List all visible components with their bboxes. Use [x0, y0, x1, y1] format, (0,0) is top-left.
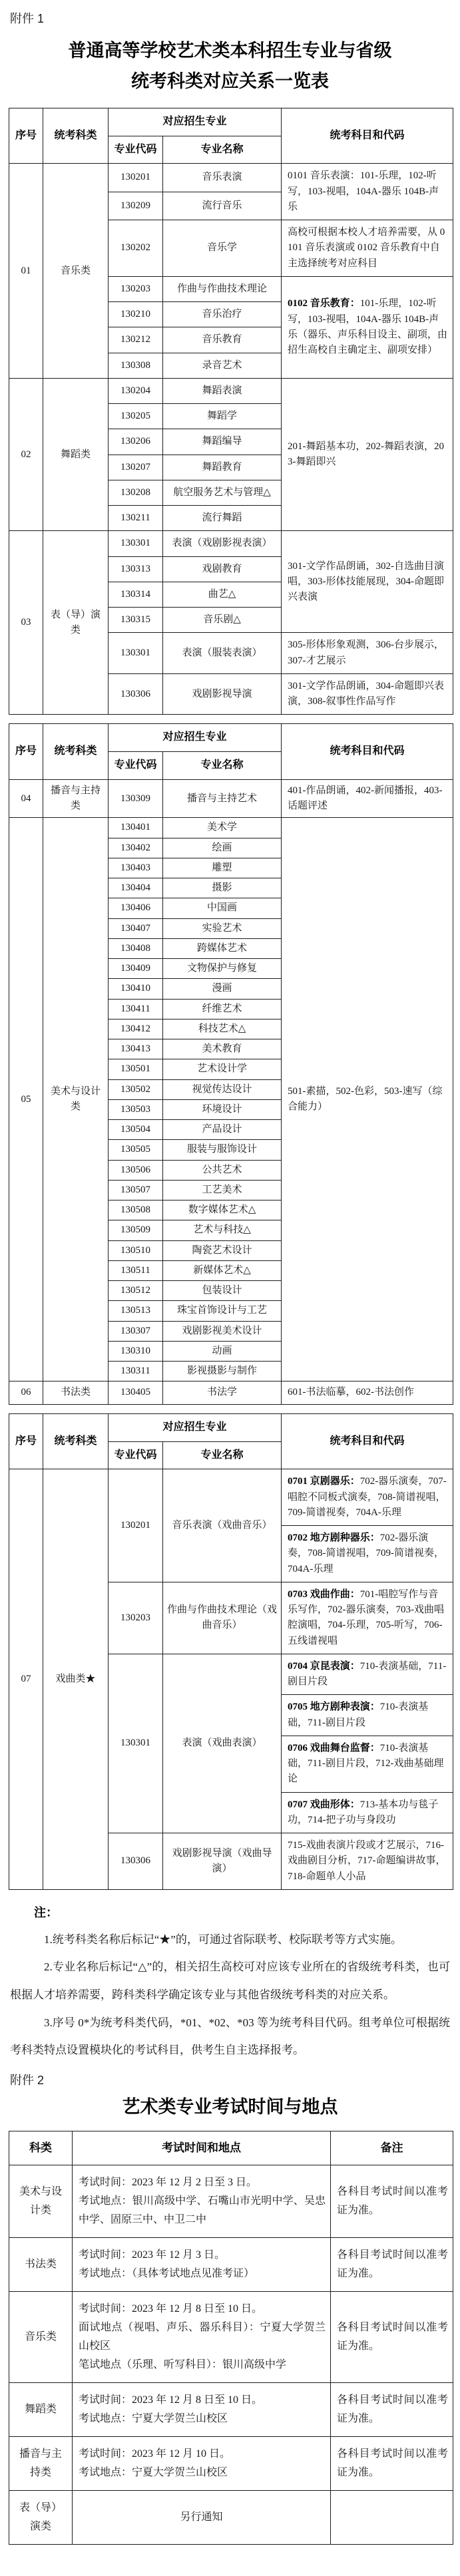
cell: 130211	[109, 506, 163, 531]
cell: 动画	[163, 1341, 282, 1361]
header-cell: 序号	[9, 108, 43, 164]
header-cell: 专业代码	[109, 1441, 163, 1469]
notes-title: 注：	[34, 1905, 58, 1919]
header-cell: 专业代码	[109, 752, 163, 780]
cell: 另行通知	[73, 2490, 331, 2544]
cell: 07	[9, 1469, 43, 1890]
cell: 130301	[109, 633, 163, 674]
cell: 130308	[109, 353, 163, 378]
table-row	[9, 108, 453, 136]
note-2: 2.专业名称后标记“△”的，相关招生高校可对应该专业所在的省级统考科类，也可根据人才培养需要，跨科类科学确定该专业与其他省级统考科类的对应关系。	[10, 1960, 450, 2001]
header-cell: 对应招生专业	[109, 1413, 282, 1441]
table-row	[9, 2131, 453, 2165]
cell: 戏剧影视导演（戏曲导演）	[163, 1833, 282, 1890]
note-1: 1.统考科类名称后标记“★”的，可通过省际联考、校际联考等方式实施。	[44, 1932, 402, 1946]
cell-line: 考试时间：2023 年 12 月 2 日至 3 日。	[79, 2176, 258, 2188]
cell: 纤维艺术	[163, 999, 282, 1019]
cell: 130206	[109, 429, 163, 455]
cell: 舞蹈类	[43, 378, 109, 531]
cell: 130301	[109, 1654, 163, 1833]
cell: 02	[9, 378, 43, 531]
cell: 0102 音乐教育：101-乐理，102-听写，103-视唱，104A-器乐 104B-声乐（器乐、声乐科目设主、副项，由招生高校自主确定主、副项安排）	[282, 276, 453, 378]
header-cell: 序号	[9, 724, 43, 780]
exam-code-prefix: 0705 地方剧种表演：	[288, 1702, 380, 1713]
exam-code-prefix: 0102 音乐教育：	[288, 298, 360, 309]
exam-code-prefix: 0702 地方剧种器乐：	[288, 1533, 380, 1544]
exam-mapping-table-part-2	[9, 723, 453, 1404]
cell: 作曲与作曲技术理论（戏曲音乐）	[163, 1582, 282, 1654]
cell: 视觉传达设计	[163, 1079, 282, 1099]
cell: 130201	[109, 164, 163, 192]
page-title-line2: 统考科类对应关系一览表	[131, 71, 329, 91]
cell: 舞蹈表演	[163, 378, 282, 403]
table-row	[9, 1413, 453, 1441]
header-cell: 统考科类	[43, 1413, 109, 1469]
cell: 音乐表演	[163, 164, 282, 192]
cell: 130509	[109, 1220, 163, 1240]
cell: 流行音乐	[163, 192, 282, 220]
cell-line: 面试地点（视唱、声乐、器乐科目）：宁夏大学贺兰山校区	[79, 2321, 326, 2352]
table-row	[9, 531, 453, 556]
cell: 各科目考试时间以准考证为准。	[331, 2436, 453, 2490]
cell: 各科目考试时间以准考证为准。	[331, 2382, 453, 2436]
header-cell: 备注	[331, 2131, 453, 2165]
cell	[73, 2291, 331, 2382]
cell: 501-素描，502-色彩，503-速写（综合能力）	[282, 818, 453, 1381]
cell: 130504	[109, 1120, 163, 1140]
cell: 各科目考试时间以准考证为准。	[331, 2237, 453, 2291]
table-row	[9, 2436, 453, 2490]
cell: 130201	[109, 1469, 163, 1582]
cell	[73, 2237, 331, 2291]
cell: 音乐类	[9, 2291, 73, 2382]
cell: 130501	[109, 1059, 163, 1079]
cell: 601-书法临摹，602-书法创作	[282, 1381, 453, 1404]
table-row	[9, 724, 453, 752]
cell: 陶瓷艺术设计	[163, 1240, 282, 1260]
table-row	[9, 2382, 453, 2436]
cell: 305-形体形象观测，306-台步展示，307-才艺展示	[282, 633, 453, 674]
cell: 各科目考试时间以准考证为准。	[331, 2291, 453, 2382]
table-row	[9, 164, 453, 192]
cell: 航空服务艺术与管理△	[163, 480, 282, 505]
cell: 130306	[109, 673, 163, 715]
table-row	[9, 1381, 453, 1404]
cell: 130502	[109, 1079, 163, 1099]
cell: 130311	[109, 1362, 163, 1381]
cell: 130413	[109, 1039, 163, 1059]
cell: 录音艺术	[163, 353, 282, 378]
cell: 戏曲类★	[43, 1469, 109, 1890]
cell-line: 考试时间：2023 年 12 月 8 日至 10 日。	[79, 2394, 263, 2406]
cell: 130510	[109, 1240, 163, 1260]
cell: 130209	[109, 192, 163, 220]
cell: 播音与主持类	[43, 779, 109, 818]
cell-line: 考试地点：宁夏大学贺兰山校区	[79, 2412, 228, 2424]
header-cell: 对应招生专业	[109, 108, 282, 136]
cell: 130306	[109, 1833, 163, 1890]
exam-code-prefix: 0701 京剧器乐：	[288, 1476, 360, 1487]
cell: 130407	[109, 918, 163, 938]
cell: 曲艺△	[163, 582, 282, 607]
cell: 130204	[109, 378, 163, 403]
cell: 0707 戏曲形体：713-基本功与毯子功，714-把子功与身段功	[282, 1792, 453, 1833]
cell: 音乐类	[43, 164, 109, 379]
cell: 130207	[109, 455, 163, 480]
cell: 高校可根据本校人才培养需要，从 0101 音乐表演或 0102 音乐教育中自主选择统考对应科目	[282, 220, 453, 277]
cell: 珠宝首饰设计与工艺	[163, 1301, 282, 1321]
header-cell: 对应招生专业	[109, 724, 282, 752]
cell: 包装设计	[163, 1281, 282, 1301]
cell: 美术教育	[163, 1039, 282, 1059]
cell: 美术学	[163, 818, 282, 838]
cell: 作曲与作曲技术理论	[163, 276, 282, 301]
cell: 130507	[109, 1180, 163, 1200]
cell-line: 考试地点：（具体考试地点见准考证）	[79, 2267, 255, 2279]
header-cell: 统考科类	[43, 724, 109, 780]
cell: 跨媒体艺术	[163, 938, 282, 958]
header-cell: 考试时间和地点	[73, 2131, 331, 2165]
exam-mapping-table-part2-container	[9, 723, 451, 1404]
cell: 130506	[109, 1160, 163, 1180]
cell: 130513	[109, 1301, 163, 1321]
cell: 130307	[109, 1321, 163, 1341]
cell: 130401	[109, 818, 163, 838]
cell: 301-文学作品朗诵，304-命题即兴表演，308-叙事性作品写作	[282, 673, 453, 715]
cell: 130208	[109, 480, 163, 505]
cell	[331, 2490, 453, 2544]
cell: 科技艺术△	[163, 1019, 282, 1039]
exam-mapping-table-part-1	[9, 108, 453, 715]
cell: 实验艺术	[163, 918, 282, 938]
exam-schedule-table	[9, 2131, 453, 2545]
header-cell: 专业名称	[163, 1441, 282, 1469]
cell: 401-作品朗诵，402-新闻播报，403-话题评述	[282, 779, 453, 818]
cell: 播音与主持类	[9, 2436, 73, 2490]
cell: 715-戏曲表演片段或才艺展示，716-戏曲剧目分析，717-命题编讲故事，718-命题单人小品	[282, 1833, 453, 1890]
exam-mapping-table-part-3	[9, 1413, 453, 1890]
cell: 漫画	[163, 979, 282, 999]
cell: 130301	[109, 531, 163, 556]
table-row	[9, 2291, 453, 2382]
cell: 戏剧影视导演	[163, 673, 282, 715]
cell: 书法学	[163, 1381, 282, 1404]
exam-code-prefix: 0707 戏曲形体：	[288, 1799, 360, 1810]
cell: 130314	[109, 582, 163, 607]
cell: 130403	[109, 858, 163, 878]
table-row	[9, 378, 453, 403]
header-cell: 专业代码	[109, 136, 163, 164]
cell: 130512	[109, 1281, 163, 1301]
cell-line: 考试时间：2023 年 12 月 8 日至 10 日。	[79, 2302, 263, 2314]
cell-line: 考试时间：2023 年 12 月 10 日。	[79, 2448, 231, 2460]
cell: 戏剧影视美术设计	[163, 1321, 282, 1341]
cell: 播音与主持艺术	[163, 779, 282, 818]
exam-code-prefix: 0706 戏曲舞台监督：	[288, 1742, 380, 1753]
schedule-title: 艺术类专业考试时间与地点	[122, 2096, 338, 2117]
cell: 0705 地方剧种表演：710-表演基础，711-剧目片段	[282, 1695, 453, 1736]
cell: 0704 京昆表演：710-表演基础，711-剧目片段	[282, 1654, 453, 1695]
cell: 表（导）演类	[43, 531, 109, 715]
exam-code-prefix: 0704 京昆表演：	[288, 1660, 360, 1672]
exam-schedule-table-container	[9, 2131, 451, 2545]
cell: 130410	[109, 979, 163, 999]
cell: 书法类	[9, 2237, 73, 2291]
cell: 130405	[109, 1381, 163, 1404]
page-title-line1: 普通高等学校艺术类本科招生专业与省级	[68, 41, 392, 61]
cell: 流行舞蹈	[163, 506, 282, 531]
header-cell: 统考科目和代码	[282, 1413, 453, 1469]
cell: 摄影	[163, 878, 282, 898]
cell: 05	[9, 818, 43, 1381]
cell: 服装与服饰设计	[163, 1140, 282, 1160]
cell: 130313	[109, 556, 163, 582]
cell: 绘画	[163, 838, 282, 858]
cell: 130503	[109, 1099, 163, 1119]
table-row	[9, 818, 453, 838]
cell: 130404	[109, 878, 163, 898]
cell: 新媒体艺术△	[163, 1260, 282, 1280]
cell: 130505	[109, 1140, 163, 1160]
cell: 舞蹈学	[163, 404, 282, 429]
cell-line: 笔试地点（乐理、听写科目）：银川高级中学	[79, 2358, 287, 2370]
cell: 0702 地方剧种器乐：702-器乐演奏，708-简谱视唱，709-简谱视奏，704A-乐理	[282, 1526, 453, 1582]
cell: 130402	[109, 838, 163, 858]
cell: 130408	[109, 938, 163, 958]
notes-section	[10, 1901, 450, 2064]
header-cell: 统考科目和代码	[282, 724, 453, 780]
table-row	[9, 2165, 453, 2237]
cell: 130412	[109, 1019, 163, 1039]
attachment2-label: 附件 2	[10, 2073, 45, 2087]
cell: 艺术设计学	[163, 1059, 282, 1079]
cell: 130212	[109, 327, 163, 353]
cell: 0703 戏曲作曲：701-唱腔写作与音乐写作，702-器乐演奏，703-戏曲唱腔演唱，704-乐理，705-听写，706-五线谱视唱	[282, 1582, 453, 1654]
cell: 书法类	[43, 1381, 109, 1404]
cell: 音乐治疗	[163, 302, 282, 327]
cell: 0101 音乐表演：101-乐理，102-听写，103-视唱，104A-器乐 104B-声乐	[282, 164, 453, 220]
cell: 表（导）演类	[9, 2490, 73, 2544]
table-row	[9, 1469, 453, 1526]
cell: 130202	[109, 220, 163, 277]
cell	[73, 2382, 331, 2436]
cell: 舞蹈编导	[163, 429, 282, 455]
cell: 音乐表演（戏曲音乐）	[163, 1469, 282, 1582]
table-row	[9, 779, 453, 818]
cell: 各科目考试时间以准考证为准。	[331, 2165, 453, 2237]
cell: 01	[9, 164, 43, 379]
cell: 03	[9, 531, 43, 715]
cell: 130203	[109, 276, 163, 301]
header-cell: 序号	[9, 1413, 43, 1469]
cell: 艺术与科技△	[163, 1220, 282, 1240]
cell: 戏剧教育	[163, 556, 282, 582]
cell: 雕塑	[163, 858, 282, 878]
cell: 中国画	[163, 898, 282, 918]
cell: 文物保护与修复	[163, 959, 282, 979]
cell: 130406	[109, 898, 163, 918]
cell: 06	[9, 1381, 43, 1404]
cell: 美术与设计类	[9, 2165, 73, 2237]
cell: 130411	[109, 999, 163, 1019]
header-cell: 专业名称	[163, 136, 282, 164]
cell: 0701 京剧器乐：702-器乐演奏，707-唱腔不同板式演奏，708-简谱视唱，709-简谱视奏，704A-乐理	[282, 1469, 453, 1526]
header-cell: 统考科类	[43, 108, 109, 164]
exam-code-prefix: 0703 戏曲作曲：	[288, 1588, 360, 1600]
header-cell: 科类	[9, 2131, 73, 2165]
attachment1-label: 附件 1	[10, 12, 45, 25]
cell: 201-舞蹈基本功，202-舞蹈表演，203-舞蹈即兴	[282, 378, 453, 531]
cell: 130310	[109, 1341, 163, 1361]
header-cell: 统考科目和代码	[282, 108, 453, 164]
exam-mapping-table-part3-container	[9, 1413, 451, 1890]
cell: 工艺美术	[163, 1180, 282, 1200]
cell: 音乐教育	[163, 327, 282, 353]
cell: 音乐学	[163, 220, 282, 277]
cell: 影视摄影与制作	[163, 1362, 282, 1381]
cell: 舞蹈教育	[163, 455, 282, 480]
cell	[73, 2436, 331, 2490]
cell: 130508	[109, 1200, 163, 1220]
cell: 130409	[109, 959, 163, 979]
table-row	[9, 2490, 453, 2544]
header-cell: 专业名称	[163, 752, 282, 780]
cell: 表演（戏剧影视表演）	[163, 531, 282, 556]
cell: 音乐剧△	[163, 608, 282, 633]
exam-mapping-table-part1-container	[9, 108, 451, 715]
cell: 环境设计	[163, 1099, 282, 1119]
cell: 130203	[109, 1582, 163, 1654]
cell: 130315	[109, 608, 163, 633]
note-3: 3.序号 0*为统考科类代码，*01、*02、*03 等为统考科目代码。组考单位可根据统考科类特点设置模块化的考试科目，供考生自主选择报考。	[10, 2016, 450, 2057]
cell: 表演（戏曲表演）	[163, 1654, 282, 1833]
cell	[73, 2165, 331, 2237]
cell: 130210	[109, 302, 163, 327]
cell: 04	[9, 779, 43, 818]
cell: 0706 戏曲舞台监督：710-表演基础，711-剧目片段，712-戏曲基础理论	[282, 1736, 453, 1792]
cell-line: 考试地点：宁夏大学贺兰山校区	[79, 2466, 228, 2478]
cell: 130205	[109, 404, 163, 429]
cell: 美术与设计类	[43, 818, 109, 1381]
page-title	[29, 36, 431, 97]
cell-line: 考试时间：2023 年 12 月 3 日。	[79, 2249, 226, 2261]
cell: 301-文学作品朗诵，302-自选曲目演唱，303-形体技能展现，304-命题即兴表演	[282, 531, 453, 633]
cell: 公共艺术	[163, 1160, 282, 1180]
cell: 表演（服装表演）	[163, 633, 282, 674]
cell: 130511	[109, 1260, 163, 1280]
cell: 数字媒体艺术△	[163, 1200, 282, 1220]
cell: 舞蹈类	[9, 2382, 73, 2436]
table-row	[9, 2237, 453, 2291]
cell: 130309	[109, 779, 163, 818]
cell-line: 考试地点：银川高级中学、石嘴山市光明中学、吴忠中学、固原三中、中卫二中	[79, 2195, 326, 2225]
cell: 产品设计	[163, 1120, 282, 1140]
